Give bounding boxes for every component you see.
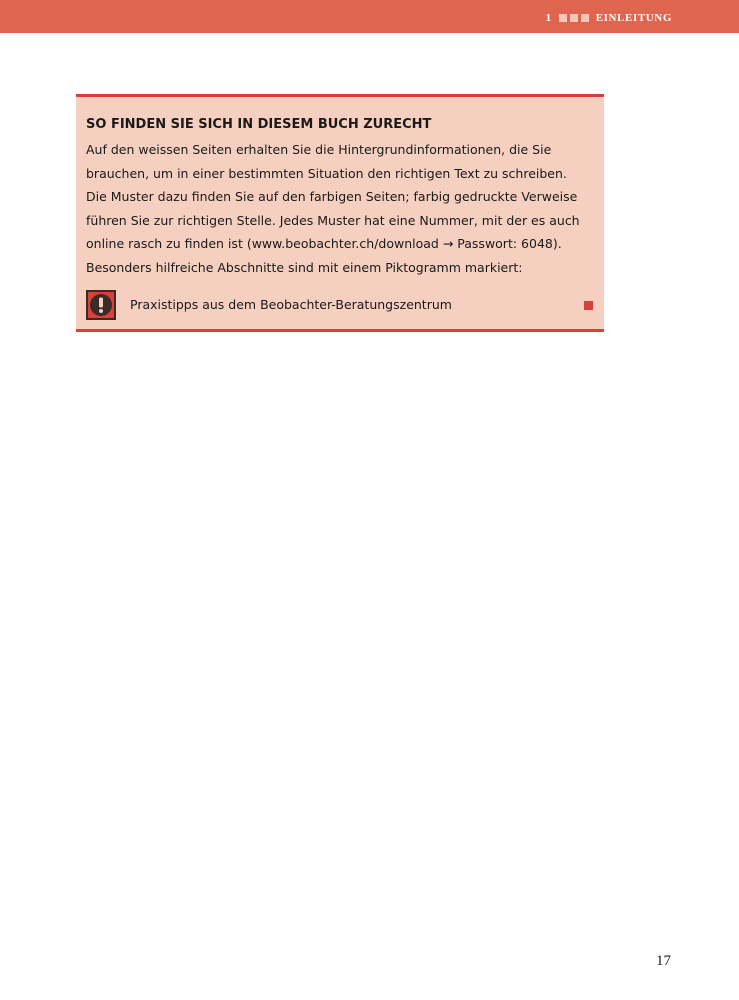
info-box [76,94,604,332]
pictogram-label: Praxistipps aus dem Beobachter-Beratungszentrum [130,297,452,312]
chapter-number: 1 [545,12,552,24]
end-square-icon [584,301,593,310]
box-line: online rasch zu finden ist (www.beobachter.ch/download → Passwort: 6048). [86,236,562,251]
box-line: Besonders hilfreiche Abschnitte sind mit einem Piktogramm markiert: [86,259,523,275]
box-line: Die Muster dazu finden Sie auf den farbigen Seiten; farbig gedruckte Verweise [86,189,578,204]
square-icon [559,14,567,22]
box-line: brauchen, um in einer bestimmten Situation den richtigen Text zu schreiben. [86,165,567,181]
square-icon [581,14,589,22]
box-line: führen Sie zur richtigen Stelle. Jedes Muster hat eine Nummer, mit der es auch [86,212,580,228]
running-head [546,12,672,24]
box-body [86,138,596,279]
exclamation-icon [86,290,116,320]
page-number: 17 [656,953,671,969]
box-line: Auf den weissen Seiten erhalten Sie die Hintergrundinformationen, die Sie [86,142,552,157]
square-icon [570,14,578,22]
chapter-title: EINLEITUNG [595,12,672,24]
box-title: SO FINDEN SIE SICH IN DIESEM BUCH ZURECHT [86,117,432,132]
